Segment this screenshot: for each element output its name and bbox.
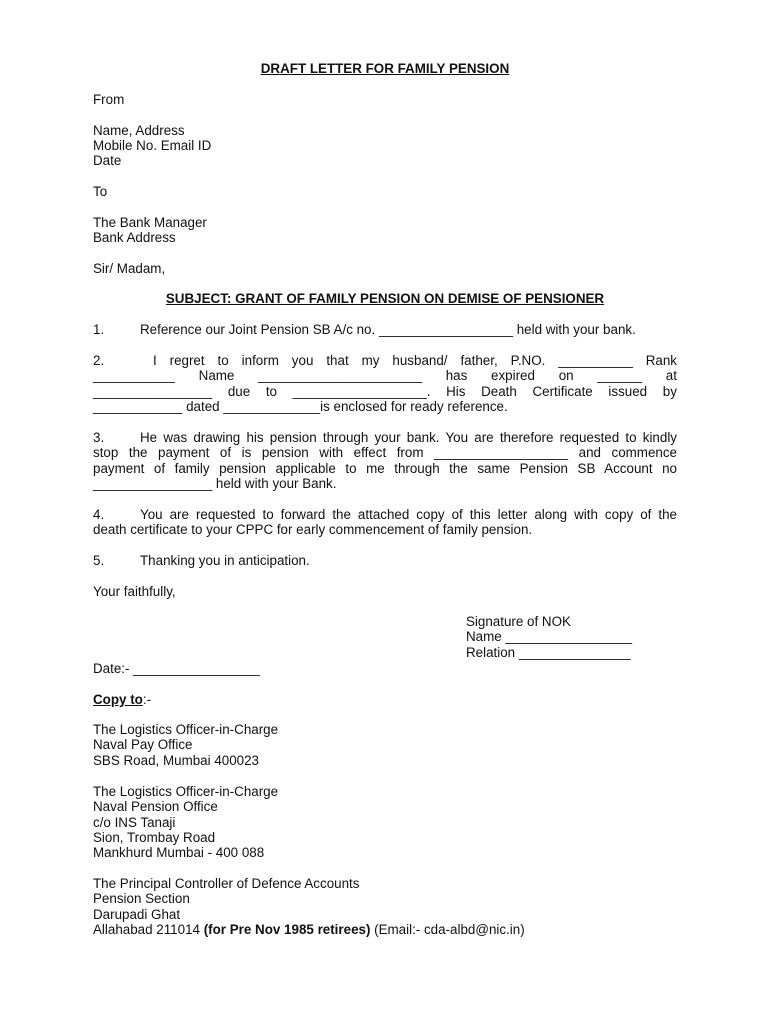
- recipient-2-line: c/o INS Tanaji: [93, 815, 176, 830]
- paragraph-number: 1.: [93, 322, 105, 337]
- recipient-3-line: Pension Section: [93, 891, 190, 906]
- signature-label: Signature of NOK: [466, 614, 571, 629]
- email-note: (Email:- cda-albd@nic.in): [370, 922, 525, 937]
- subject-line: SUBJECT: GRANT OF FAMILY PENSION ON DEMISE OF PENSIONER: [165, 291, 605, 306]
- to-label: To: [93, 184, 108, 199]
- paragraph-row: ___________ Name ______________________ has expired on ______ at: [93, 368, 677, 384]
- recipient-3-line: Darupadi Ghat: [93, 907, 181, 922]
- from-date: Date: [93, 153, 122, 168]
- signature-name-line: Name _________________: [466, 629, 633, 645]
- copy-to-heading: [93, 692, 151, 707]
- paragraph-row: ____________ dated _____________is enclosed for ready reference.: [93, 399, 508, 415]
- paragraph-number: 3.: [93, 430, 105, 445]
- recipient-2-line: The Logistics Officer-in-Charge: [93, 784, 279, 799]
- paragraph-row: 4. You are requested to forward the attached copy of this letter along with copy of the: [93, 507, 677, 522]
- paragraph-row: 3. He was drawing his pension through your bank. You are therefore requested to kindly: [93, 430, 677, 445]
- recipient-3-last-line: Allahabad 211014 (for Pre Nov 1985 retirees) (Email:- cda-albd@nic.in): [93, 922, 525, 937]
- paragraph-row: payment of family pension applicable to me through the same Pension SB Account no: [93, 460, 677, 476]
- recipient-1-line: SBS Road, Mumbai 400023: [93, 753, 259, 768]
- to-recipient: The Bank Manager: [93, 215, 207, 230]
- date-line: Date:- _________________: [93, 661, 260, 676]
- paragraph-number: 2.: [93, 353, 105, 368]
- to-address: Bank Address: [93, 230, 176, 245]
- paragraph-text: Thanking you in anticipation.: [140, 553, 310, 568]
- recipient-2-line: Sion, Trombay Road: [93, 830, 216, 845]
- paragraph-number: 5.: [93, 553, 105, 568]
- paragraph-text: Reference our Joint Pension SB A/c no. __________________ held with your bank.: [140, 322, 636, 337]
- recipient-1-line: The Logistics Officer-in-Charge: [93, 722, 279, 737]
- recipient-1-line: Naval Pay Office: [93, 737, 193, 752]
- salutation: Sir/ Madam,: [93, 261, 166, 276]
- recipient-2-line: Mankhurd Mumbai - 400 088: [93, 845, 265, 860]
- copy-to-suffix: :-: [142, 692, 152, 707]
- paragraph-row: ________________ held with your Bank.: [93, 476, 337, 492]
- signature-block: [466, 614, 632, 660]
- from-label: From: [93, 92, 125, 107]
- paragraph-5: [93, 553, 310, 568]
- from-contact: Mobile No. Email ID: [93, 138, 212, 153]
- paragraph-3: [93, 430, 677, 492]
- paragraph-row: death certificate to your CPPC for early commencement of family pension.: [93, 522, 533, 538]
- retiree-note: (for Pre Nov 1985 retirees): [203, 922, 371, 937]
- closing: Your faithfully,: [93, 584, 176, 599]
- paragraph-4: [93, 507, 677, 538]
- paragraph-1: [93, 322, 636, 337]
- copy-to-label: Copy to: [93, 692, 143, 707]
- signature-relation-line: Relation _______________: [466, 644, 631, 660]
- recipient-3-line: The Principal Controller of Defence Accounts: [93, 876, 360, 891]
- paragraph-number: 4.: [93, 507, 105, 522]
- paragraph-row: 2. I regret to inform you that my husband/ father, P.NO. __________ Rank: [93, 353, 677, 368]
- paragraph-row: stop the payment of is pension with effect from __________________ and commence: [93, 445, 677, 461]
- recipient-2-line: Naval Pension Office: [93, 799, 218, 814]
- from-name-address: Name, Address: [93, 123, 185, 138]
- paragraph-row: ________________ due to __________________. His Death Certificate issued by: [93, 383, 677, 399]
- paragraph-2: [93, 353, 677, 415]
- letter-title: DRAFT LETTER FOR FAMILY PENSION: [260, 61, 510, 76]
